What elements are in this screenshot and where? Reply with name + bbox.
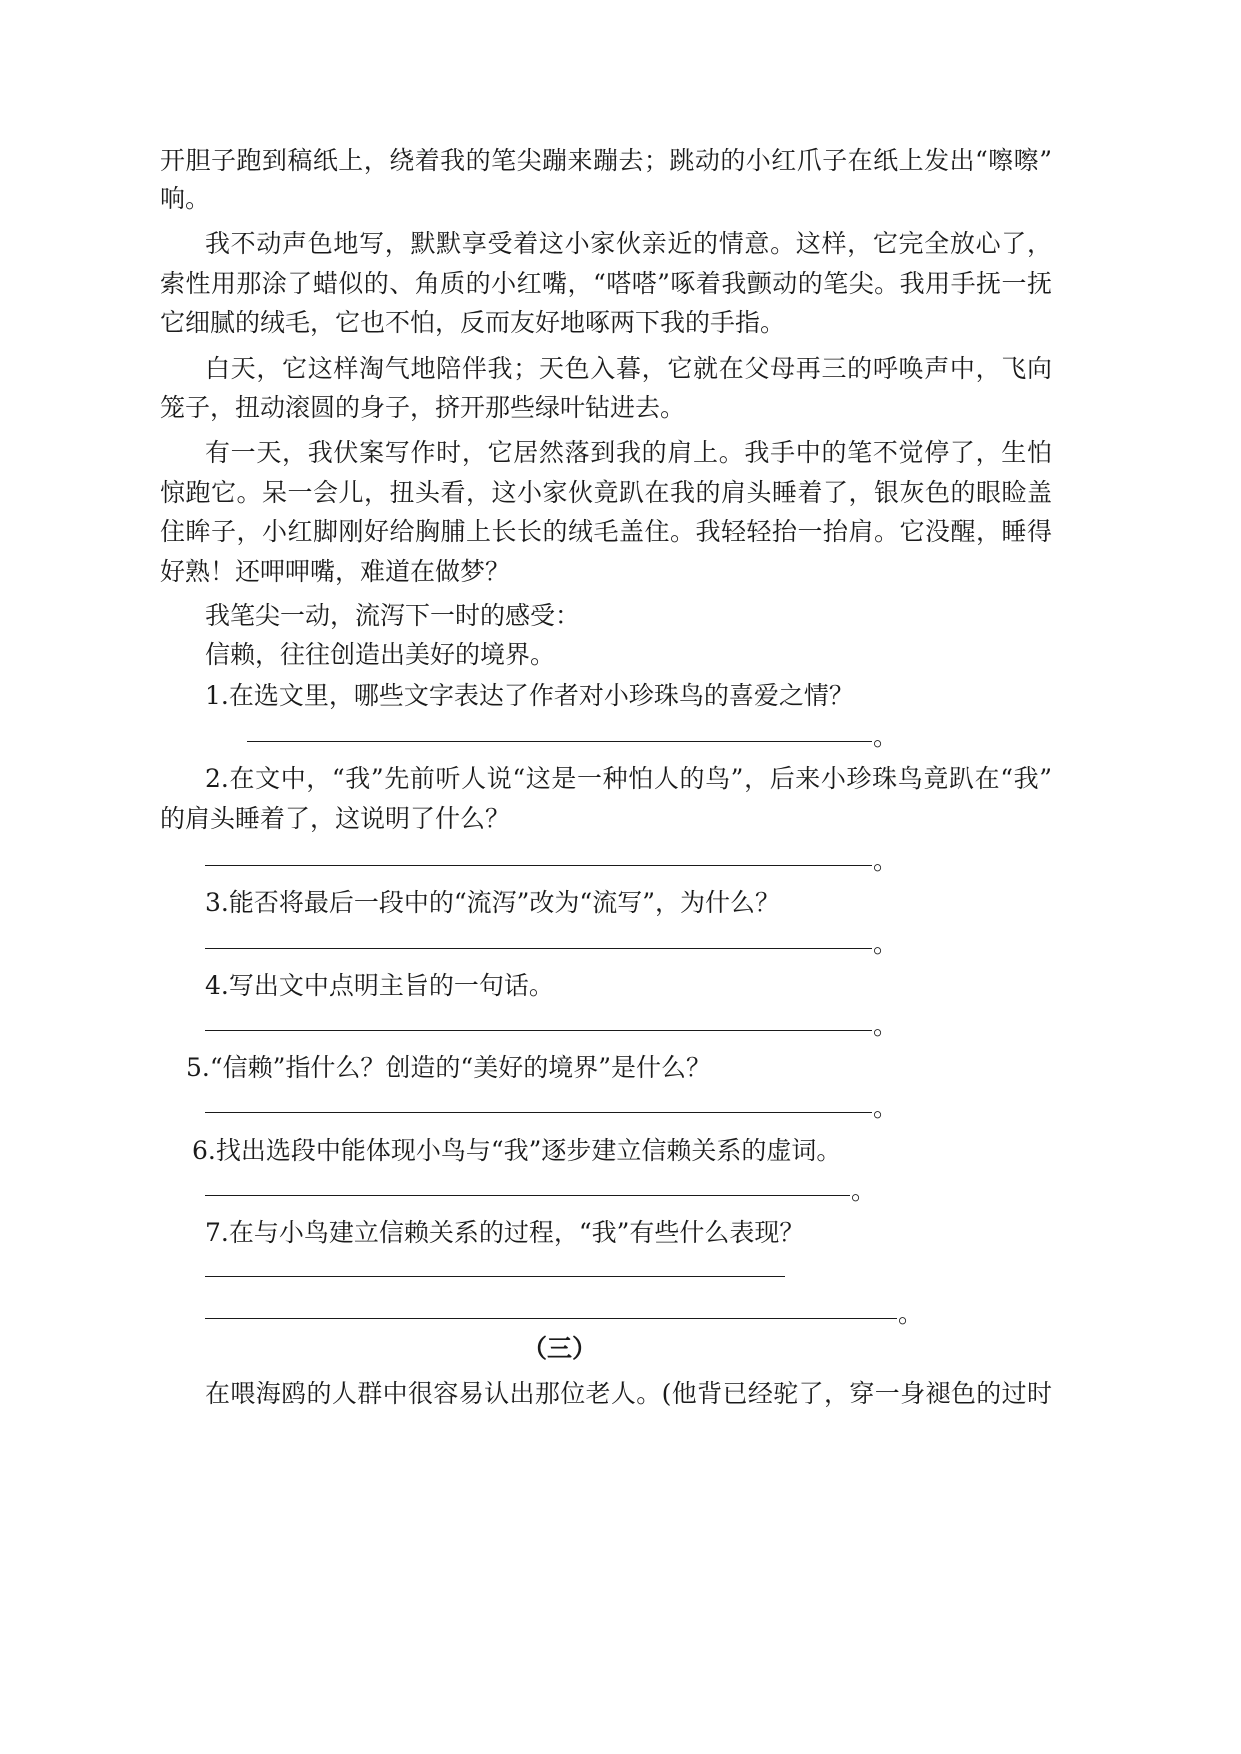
answer-period: 。 [873,722,899,751]
answer-period: 。 [898,1299,924,1328]
question-6: 6.找出选段中能体现小鸟与“我”逐步建立信赖关系的虚词。 [192,1136,842,1165]
passage-line: 在喂海鸥的人群中很容易认出那位老人。(他背已经驼了，穿一身褪色的过时 [205,1379,1052,1408]
answer-line-4[interactable] [205,1030,872,1031]
answer-period: 。 [873,846,899,875]
question-7: 7.在与小鸟建立信赖关系的过程，“我”有些什么表现？ [205,1218,805,1247]
question-2-continued: 的肩头睡着了，这说明了什么？ [160,804,511,833]
passage-line: 信赖，往往创造出美好的境界。 [205,640,556,669]
answer-line-5[interactable] [205,1112,872,1113]
passage-line: 笼子，扭动滚圆的身子，挤开那些绿叶钻进去。 [160,393,686,422]
question-5: 5.“信赖”指什么？创造的“美好的境界”是什么？ [186,1053,711,1082]
answer-period: 。 [873,1011,899,1040]
answer-line-3[interactable] [205,948,872,949]
passage-line: 索性用那涂了蜡似的、角质的小红嘴，“嗒嗒”啄着我颤动的笔尖。我用手抚一抚 [160,269,1052,298]
passage-line: 白天，它这样淘气地陪伴我；天色入暮，它就在父母再三的呼唤声中，飞向 [205,354,1052,383]
passage-line: 响。 [160,184,211,213]
passage-line: 我不动声色地写，默默享受着这小家伙亲近的情意。这样，它完全放心了， [205,229,1052,258]
question-1: 1.在选文里，哪些文字表达了作者对小珍珠鸟的喜爱之情？ [205,681,854,710]
question-3: 3.能否将最后一段中的“流泻”改为“流写”，为什么？ [205,888,780,917]
passage-line: 住眸子，小红脚刚好给胸脯上长长的绒毛盖住。我轻轻抬一抬肩。它没醒，睡得 [160,517,1052,546]
passage-line: 它细腻的绒毛，它也不怕，反而友好地啄两下我的手指。 [160,308,786,337]
answer-period: 。 [851,1176,877,1205]
answer-period: 。 [873,1093,899,1122]
passage-line: 开胆子跑到稿纸上，绕着我的笔尖蹦来蹦去；跳动的小红爪子在纸上发出“嚓嚓” [160,146,1052,175]
section-heading: （三） [522,1334,598,1363]
answer-line-2[interactable] [205,865,872,866]
answer-period: 。 [873,929,899,958]
answer-line-6[interactable] [205,1195,850,1196]
question-4: 4.写出文中点明主旨的一句话。 [205,971,554,1000]
passage-line: 有一天，我伏案写作时，它居然落到我的肩上。我手中的笔不觉停了，生怕 [205,438,1052,467]
question-2: 2.在文中，“我”先前听人说“这是一种怕人的鸟”，后来小珍珠鸟竟趴在“我” [205,764,1052,793]
answer-line-7b[interactable] [205,1318,897,1319]
answer-line-1[interactable] [247,741,872,742]
passage-line: 我笔尖一动，流泻下一时的感受： [205,601,581,630]
passage-line: 惊跑它。呆一会儿，扭头看，这小家伙竟趴在我的肩头睡着了，银灰色的眼睑盖 [160,478,1052,507]
passage-line: 好熟！还呷呷嘴，难道在做梦？ [160,557,511,586]
answer-line-7a[interactable] [205,1276,785,1277]
